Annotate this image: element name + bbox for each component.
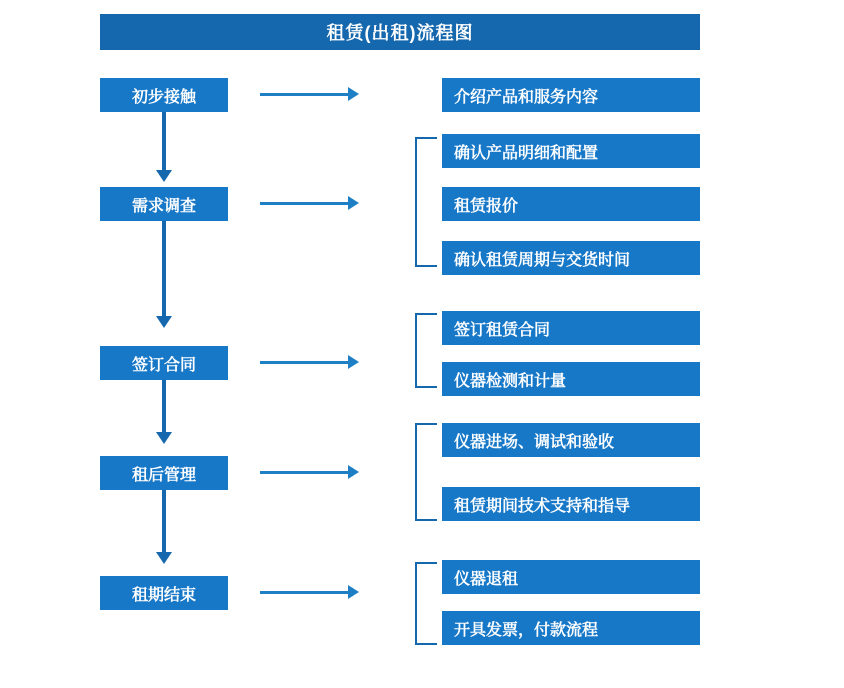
group-bracket-2	[415, 137, 437, 267]
group-bracket-5	[415, 562, 437, 645]
flow-arrow-line-1	[260, 93, 350, 96]
stage-box-4[interactable]	[100, 456, 228, 490]
detail-box-5[interactable]	[442, 311, 700, 345]
stage-connector-line-2	[162, 221, 166, 316]
group-bracket-3	[415, 313, 437, 388]
flow-arrow-line-4	[260, 471, 350, 474]
stage-box-1[interactable]	[100, 78, 228, 112]
detail-label: 仪器进场、调试和验收	[454, 433, 615, 451]
stage-label: 签订合同	[131, 356, 196, 374]
stage-label: 租期结束	[131, 586, 196, 604]
detail-label: 租赁期间技术支持和指导	[454, 497, 631, 515]
stage-connector-arrow-4	[156, 552, 172, 564]
flow-arrow-head-3	[348, 355, 359, 369]
detail-box-1[interactable]	[442, 78, 700, 112]
group-bracket-4	[415, 423, 437, 521]
detail-box-4[interactable]	[442, 241, 700, 275]
detail-label: 租赁报价	[454, 197, 519, 215]
stage-box-3[interactable]	[100, 346, 228, 380]
stage-box-5[interactable]	[100, 576, 228, 610]
detail-label: 确认产品明细和配置	[454, 144, 599, 162]
detail-box-3[interactable]	[442, 187, 700, 221]
flow-arrow-line-2	[260, 202, 350, 205]
stage-connector-arrow-1	[156, 170, 172, 182]
flow-arrow-head-1	[348, 87, 359, 101]
detail-label: 仪器退租	[454, 570, 519, 588]
stage-label: 租后管理	[131, 466, 196, 484]
detail-box-7[interactable]	[442, 423, 700, 457]
stage-connector-line-3	[162, 380, 166, 432]
stage-box-2[interactable]	[100, 187, 228, 221]
detail-label: 介绍产品和服务内容	[454, 88, 599, 106]
stage-connector-line-4	[162, 490, 166, 552]
detail-box-2[interactable]	[442, 134, 700, 168]
page-title: 租赁(出租)流程图	[100, 14, 700, 50]
flow-arrow-line-5	[260, 591, 350, 594]
detail-label: 确认租赁周期与交货时间	[454, 251, 631, 269]
stage-connector-arrow-3	[156, 432, 172, 444]
detail-label: 签订租赁合同	[454, 321, 551, 339]
stage-connector-arrow-2	[156, 316, 172, 328]
flow-arrow-head-4	[348, 465, 359, 479]
flow-arrow-line-3	[260, 361, 350, 364]
stage-label: 需求调查	[131, 197, 196, 215]
detail-box-8[interactable]	[442, 487, 700, 521]
detail-label: 仪器检测和计量	[454, 372, 567, 390]
flow-arrow-head-2	[348, 196, 359, 210]
flow-arrow-head-5	[348, 585, 359, 599]
stage-label: 初步接触	[131, 88, 196, 106]
detail-box-6[interactable]	[442, 362, 700, 396]
detail-box-9[interactable]	[442, 560, 700, 594]
detail-box-10[interactable]	[442, 611, 700, 645]
stage-connector-line-1	[162, 112, 166, 170]
detail-label: 开具发票，付款流程	[454, 621, 599, 639]
